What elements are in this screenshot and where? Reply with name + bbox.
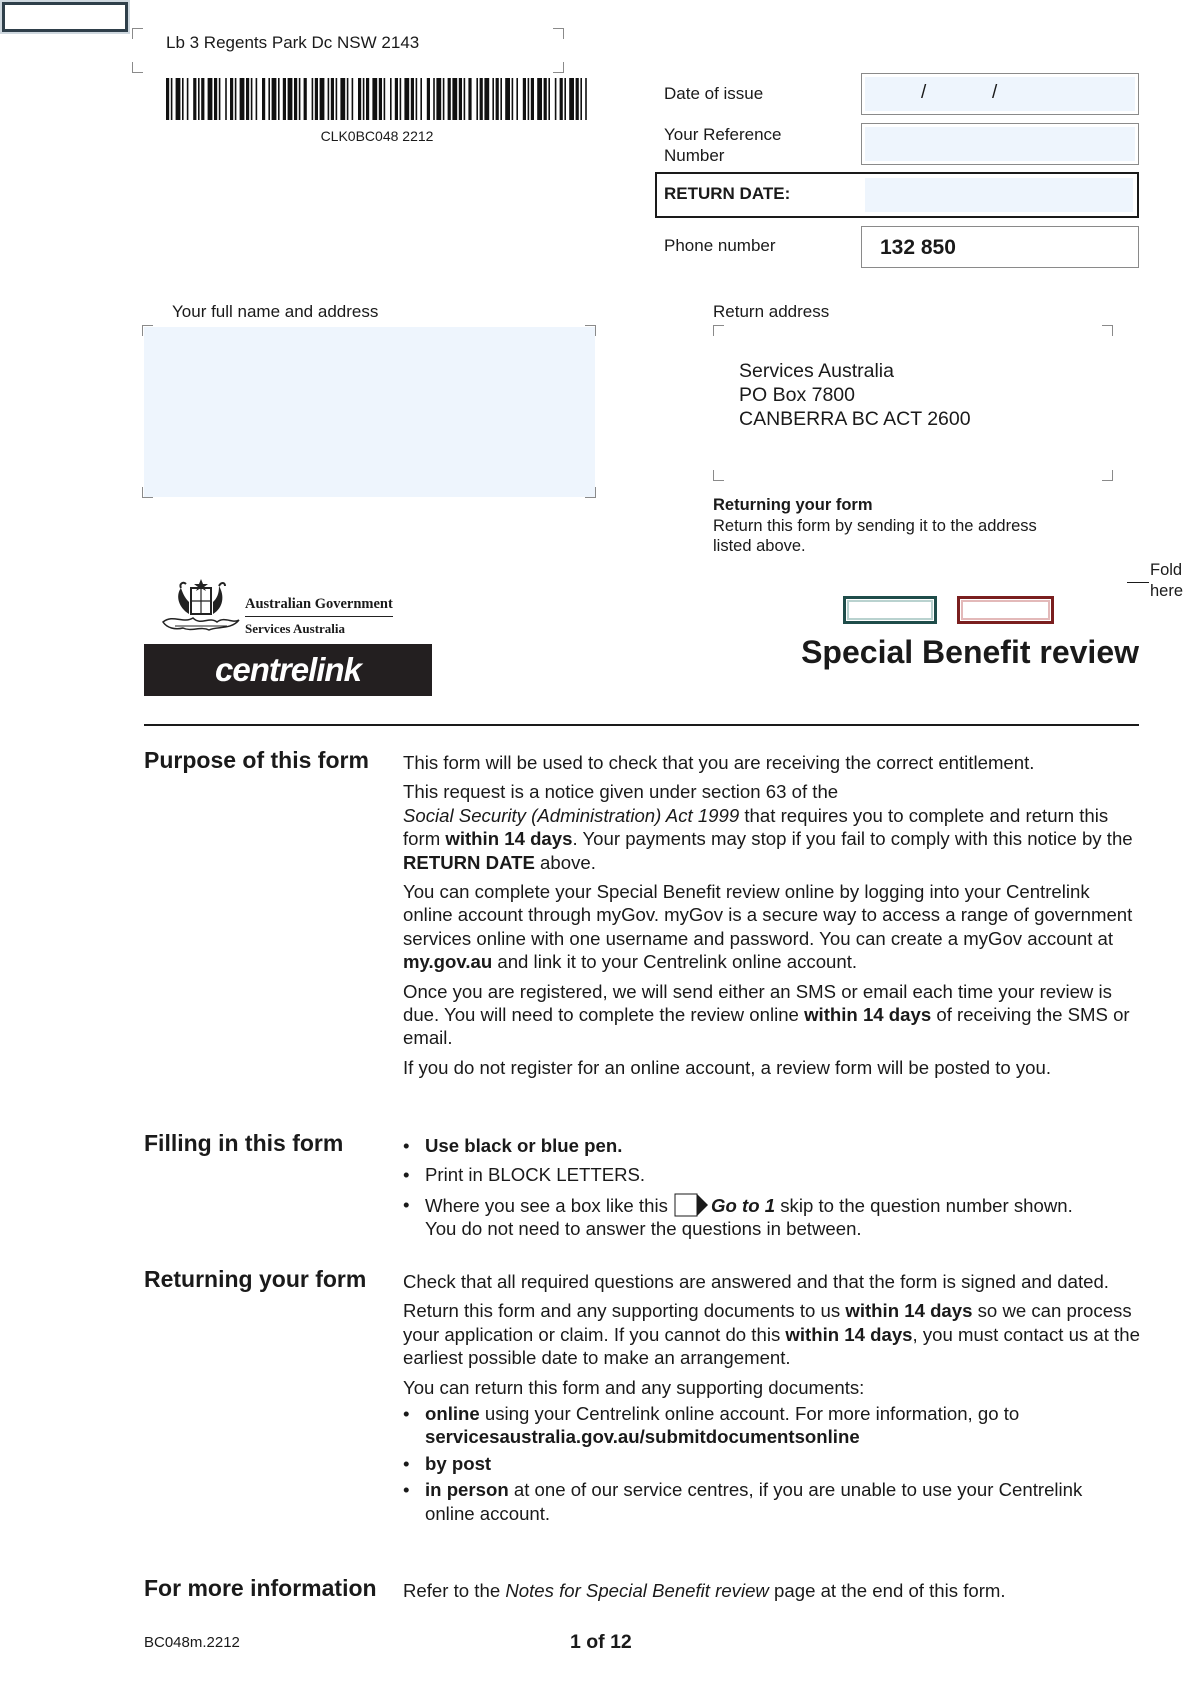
corner-mark	[553, 62, 564, 73]
returning-heading: Returning your form	[144, 1266, 367, 1292]
reference-number-field[interactable]	[861, 123, 1139, 165]
corner-mark	[713, 325, 724, 336]
fold-line	[1127, 582, 1149, 583]
return-address-line: CANBERRA BC ACT 2600	[739, 408, 971, 430]
coat-of-arms-icon	[161, 578, 241, 636]
phone-number-label: Phone number	[664, 236, 776, 255]
return-date-field[interactable]	[865, 178, 1133, 212]
red-form-marker	[957, 596, 1054, 624]
form-title: Special Benefit review	[801, 634, 1139, 670]
purpose-body	[403, 751, 1141, 1085]
centrelink-logo	[144, 644, 432, 696]
date-separator: /	[921, 82, 927, 103]
title-rule	[144, 724, 1139, 726]
return-address-block	[739, 359, 971, 431]
list-item: • online using your Centrelink online account. For more information, go to servicesaustralia.gov.au/submitdocumentsonline	[403, 1403, 1020, 1448]
returning-paragraph: Return this form and any supporting documents to us within 14 days so we can process your application or claim. If you cannot do this within 14 days, you must contact us at the earliest possible date to make an arrangement.	[403, 1300, 1140, 1369]
filling-heading: Filling in this form	[144, 1130, 344, 1156]
corner-mark	[132, 62, 143, 73]
purpose-paragraph: If you do not register for an online account, a review form will be posted to you.	[403, 1056, 1052, 1078]
corner-mark	[1102, 325, 1113, 336]
list-item: • Where you see a box like this Go to 1 skip to the question number shown. You do not need to answer the questions in between.	[403, 1193, 1073, 1240]
purpose-paragraph: This request is a notice given under section 63 of the Social Security (Administration) Act 1999 that requires you to complete and return this form within 14 days. Your payments may stop if you fail to comply with this notice by the RETURN DATE above.	[403, 781, 1133, 873]
purpose-paragraph: You can complete your Special Benefit review online by logging into your Centrelink online account through myGov. myGov is a secure way to access a range of government services online with one username and password. You can create a myGov account at my.gov.au and link it to your Centrelink online account.	[403, 881, 1133, 973]
list-item: • Print in BLOCK LETTERS.	[403, 1164, 646, 1186]
return-address-label: Return address	[713, 302, 830, 321]
list-item: • Use black or blue pen.	[403, 1135, 623, 1156]
sender-address: Lb 3 Regents Park Dc NSW 2143	[166, 33, 420, 52]
purpose-heading: Purpose of this form	[144, 747, 369, 773]
returning-note-title: Returning your form	[713, 496, 873, 514]
return-address-line: PO Box 7800	[739, 384, 855, 406]
corner-mark	[713, 470, 724, 481]
recipient-address-label: Your full name and address	[172, 302, 379, 321]
goto-arrow-box-icon	[674, 1193, 710, 1217]
return-address-line: Services Australia	[739, 360, 894, 382]
documents-url: servicesaustralia.gov.au/submitdocumentsonline	[425, 1426, 860, 1448]
barcode-caption: CLK0BC048 2212	[320, 128, 434, 144]
date-separator: /	[992, 82, 998, 103]
corner-mark	[553, 28, 564, 39]
agency-name: Services Australia	[245, 621, 346, 636]
return-date-label: RETURN DATE:	[664, 184, 791, 203]
returning-paragraph: Check that all required questions are answered and that the form is signed and dated.	[403, 1271, 1109, 1292]
corner-mark	[132, 28, 143, 39]
more-info-text: Refer to the Notes for Special Benefit review page at the end of this form.	[403, 1580, 1006, 1601]
phone-number-value: 132 850	[880, 236, 956, 259]
registration-mark-box	[2, 2, 128, 32]
form-code: BC048m.2212	[144, 1634, 240, 1651]
purpose-paragraph: This form will be used to check that you are receiving the correct entitlement.	[403, 752, 1035, 773]
more-info-heading: For more information	[144, 1575, 377, 1601]
date-of-issue-label: Date of issue	[664, 84, 764, 103]
teal-form-marker	[843, 596, 937, 624]
returning-paragraph: You can return this form and any supporting documents:	[403, 1376, 865, 1398]
reference-number-label: Your Reference Number	[664, 125, 782, 165]
recipient-address-field[interactable]	[144, 327, 595, 497]
filling-body	[403, 1134, 1148, 1241]
page-number: 1 of 12	[570, 1631, 632, 1653]
gov-branding	[245, 596, 393, 637]
barcode-image	[166, 78, 588, 120]
centrelink-wordmark: centrelink	[215, 651, 361, 688]
returning-body	[403, 1270, 1148, 1525]
gov-name: Australian Government	[245, 596, 393, 617]
list-item: • in person at one of our service centres, if you are unable to use your Centrelink online account.	[403, 1479, 1083, 1524]
corner-mark	[1102, 470, 1113, 481]
purpose-paragraph: Once you are registered, we will send either an SMS or email each time your review is due. You will need to complete the review online within 14 days of receiving the SMS or email.	[403, 980, 1130, 1049]
phone-number-field	[861, 226, 1139, 268]
date-of-issue-field[interactable]	[861, 73, 1139, 115]
fold-here-label: Fold here	[1150, 561, 1184, 600]
returning-note: Returning your form Return this form by sending it to the address listed above.	[713, 496, 1037, 555]
list-item: • by post	[403, 1452, 492, 1474]
